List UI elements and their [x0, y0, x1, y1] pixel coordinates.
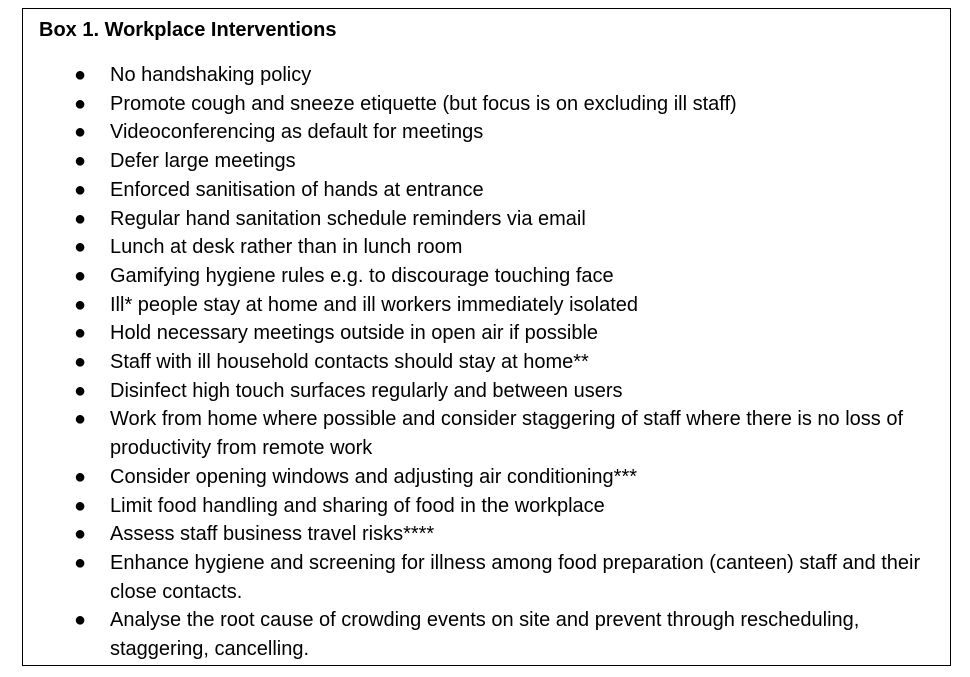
list-item	[23, 118, 950, 147]
list-item	[23, 348, 950, 377]
list-item-text: Consider opening windows and adjusting air conditioning***	[110, 465, 638, 488]
list-item	[23, 520, 950, 549]
bullet-icon: ●	[73, 322, 87, 345]
list-item	[23, 606, 950, 663]
list-item	[23, 233, 950, 262]
list-item	[23, 291, 950, 320]
list-item-text: Enforced sanitisation of hands at entrance	[110, 178, 484, 201]
list-item	[23, 463, 950, 492]
list-item-text: Ill* people stay at home and ill workers immediately isolated	[110, 293, 639, 316]
list-item-text: Staff with ill household contacts should stay at home**	[110, 351, 589, 374]
list-item	[23, 549, 950, 606]
bullet-icon: ●	[73, 150, 87, 173]
bullet-icon: ●	[73, 236, 87, 259]
list-item-text: Hold necessary meetings outside in open air if possible	[110, 322, 599, 345]
bullet-icon: ●	[73, 178, 87, 201]
list-item-text: Disinfect high touch surfaces regularly and between users	[110, 379, 623, 402]
bullet-icon: ●	[73, 121, 87, 144]
box-title: Box 1. Workplace Interventions	[39, 19, 337, 41]
bullet-icon: ●	[73, 551, 87, 574]
bullet-icon: ●	[73, 408, 87, 431]
list-item-text: Regular hand sanitation schedule reminders via email	[110, 207, 586, 230]
list-item	[23, 205, 950, 234]
list-item-text: Enhance hygiene and screening for illness among food preparation (canteen) staff and their close contacts.	[110, 551, 921, 603]
list-item-text: Gamifying hygiene rules e.g. to discourage touching face	[110, 264, 614, 287]
list-item	[23, 319, 950, 348]
bullet-icon: ●	[73, 609, 87, 632]
list-item-text: Assess staff business travel risks****	[110, 523, 435, 546]
list-item	[23, 147, 950, 176]
bullet-icon: ●	[73, 92, 87, 115]
interventions-list	[23, 61, 950, 664]
bullet-icon: ●	[73, 494, 87, 517]
bullet-icon: ●	[73, 379, 87, 402]
list-item-text: Analyse the root cause of crowding events on site and prevent through rescheduling, staggering, cancelling.	[110, 609, 860, 661]
bullet-icon: ●	[73, 465, 87, 488]
list-item-text: No handshaking policy	[110, 64, 312, 86]
bullet-icon: ●	[73, 293, 87, 316]
list-item	[23, 492, 950, 521]
list-item	[23, 262, 950, 291]
list-item-text: Lunch at desk rather than in lunch room	[110, 236, 463, 259]
list-item-text: Defer large meetings	[110, 150, 296, 173]
list-item-text: Limit food handling and sharing of food in the workplace	[110, 494, 605, 517]
bullet-icon: ●	[73, 64, 87, 86]
list-item-text: Work from home where possible and consider staggering of staff where there is no loss of productivity from remote work	[110, 408, 903, 460]
list-item	[23, 176, 950, 205]
list-item-text: Videoconferencing as default for meetings	[110, 121, 484, 144]
bullet-icon: ●	[73, 264, 87, 287]
list-item	[23, 377, 950, 406]
bullet-icon: ●	[73, 351, 87, 374]
interventions-box	[22, 8, 951, 666]
list-item	[23, 90, 950, 119]
list-item-text: Promote cough and sneeze etiquette (but focus is on excluding ill staff)	[110, 92, 737, 115]
bullet-icon: ●	[73, 523, 87, 546]
list-item	[23, 61, 950, 90]
list-item	[23, 405, 950, 462]
bullet-icon: ●	[73, 207, 87, 230]
